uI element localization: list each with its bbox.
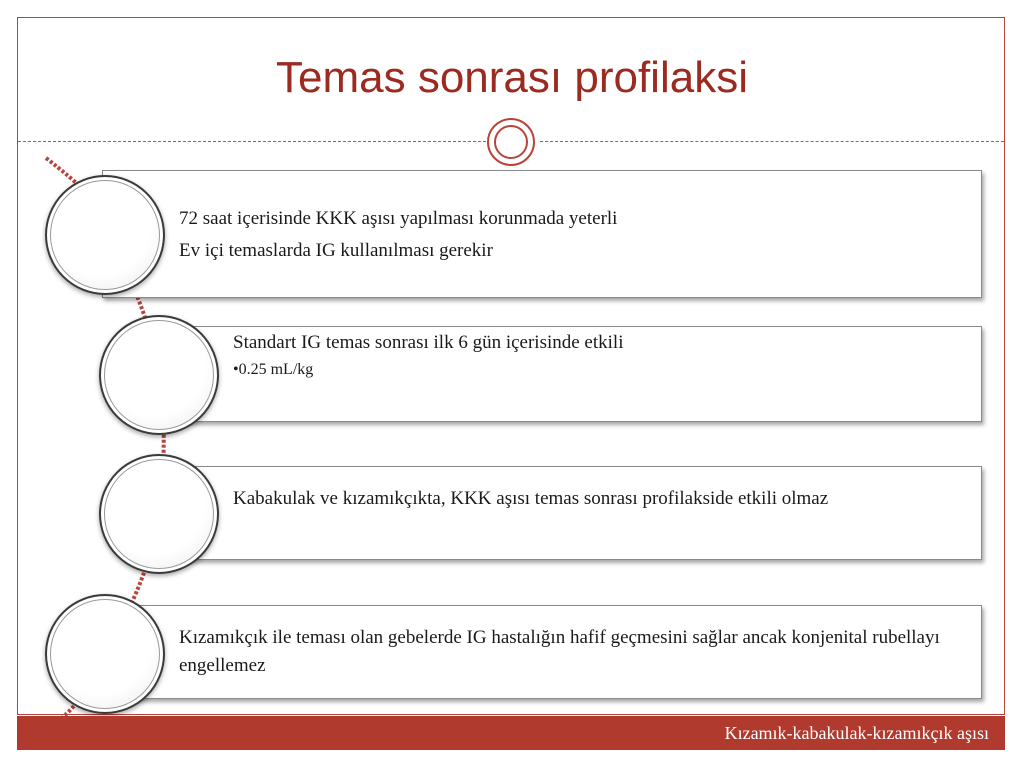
- item-subtext: •0.25 mL/kg: [233, 361, 314, 378]
- item-text: Standart IG temas sonrası ilk 6 gün içerisinde etkili: [233, 332, 624, 353]
- list-item: [160, 326, 982, 422]
- page-title: Temas sonrası profilaksi: [276, 53, 748, 102]
- list-item: [102, 170, 982, 298]
- item-text: Kızamıkçık ile teması olan gebelerde IG hastalığın hafif geçmesini sağlar ancak konjenital rubellayı engellemez: [179, 627, 940, 676]
- list-item: [102, 605, 982, 699]
- footer-bar: [17, 716, 1005, 750]
- bullet-circle-icon: [99, 454, 219, 574]
- item-text: 72 saat içerisinde KKK aşısı yapılması korunmada yeterli: [179, 208, 618, 229]
- bullet-circle-icon: [99, 315, 219, 435]
- footer-text: Kızamık-kabakulak-kızamıkçık aşısı: [724, 723, 989, 743]
- bullet-circle-icon: [45, 594, 165, 714]
- bullet-circle-icon: [45, 175, 165, 295]
- list-item: [160, 466, 982, 560]
- item-text: Ev içi temaslarda IG kullanılması gerekir: [179, 240, 493, 261]
- item-text: Kabakulak ve kızamıkçıkta, KKK aşısı temas sonrası profilakside etkili olmaz: [233, 488, 829, 509]
